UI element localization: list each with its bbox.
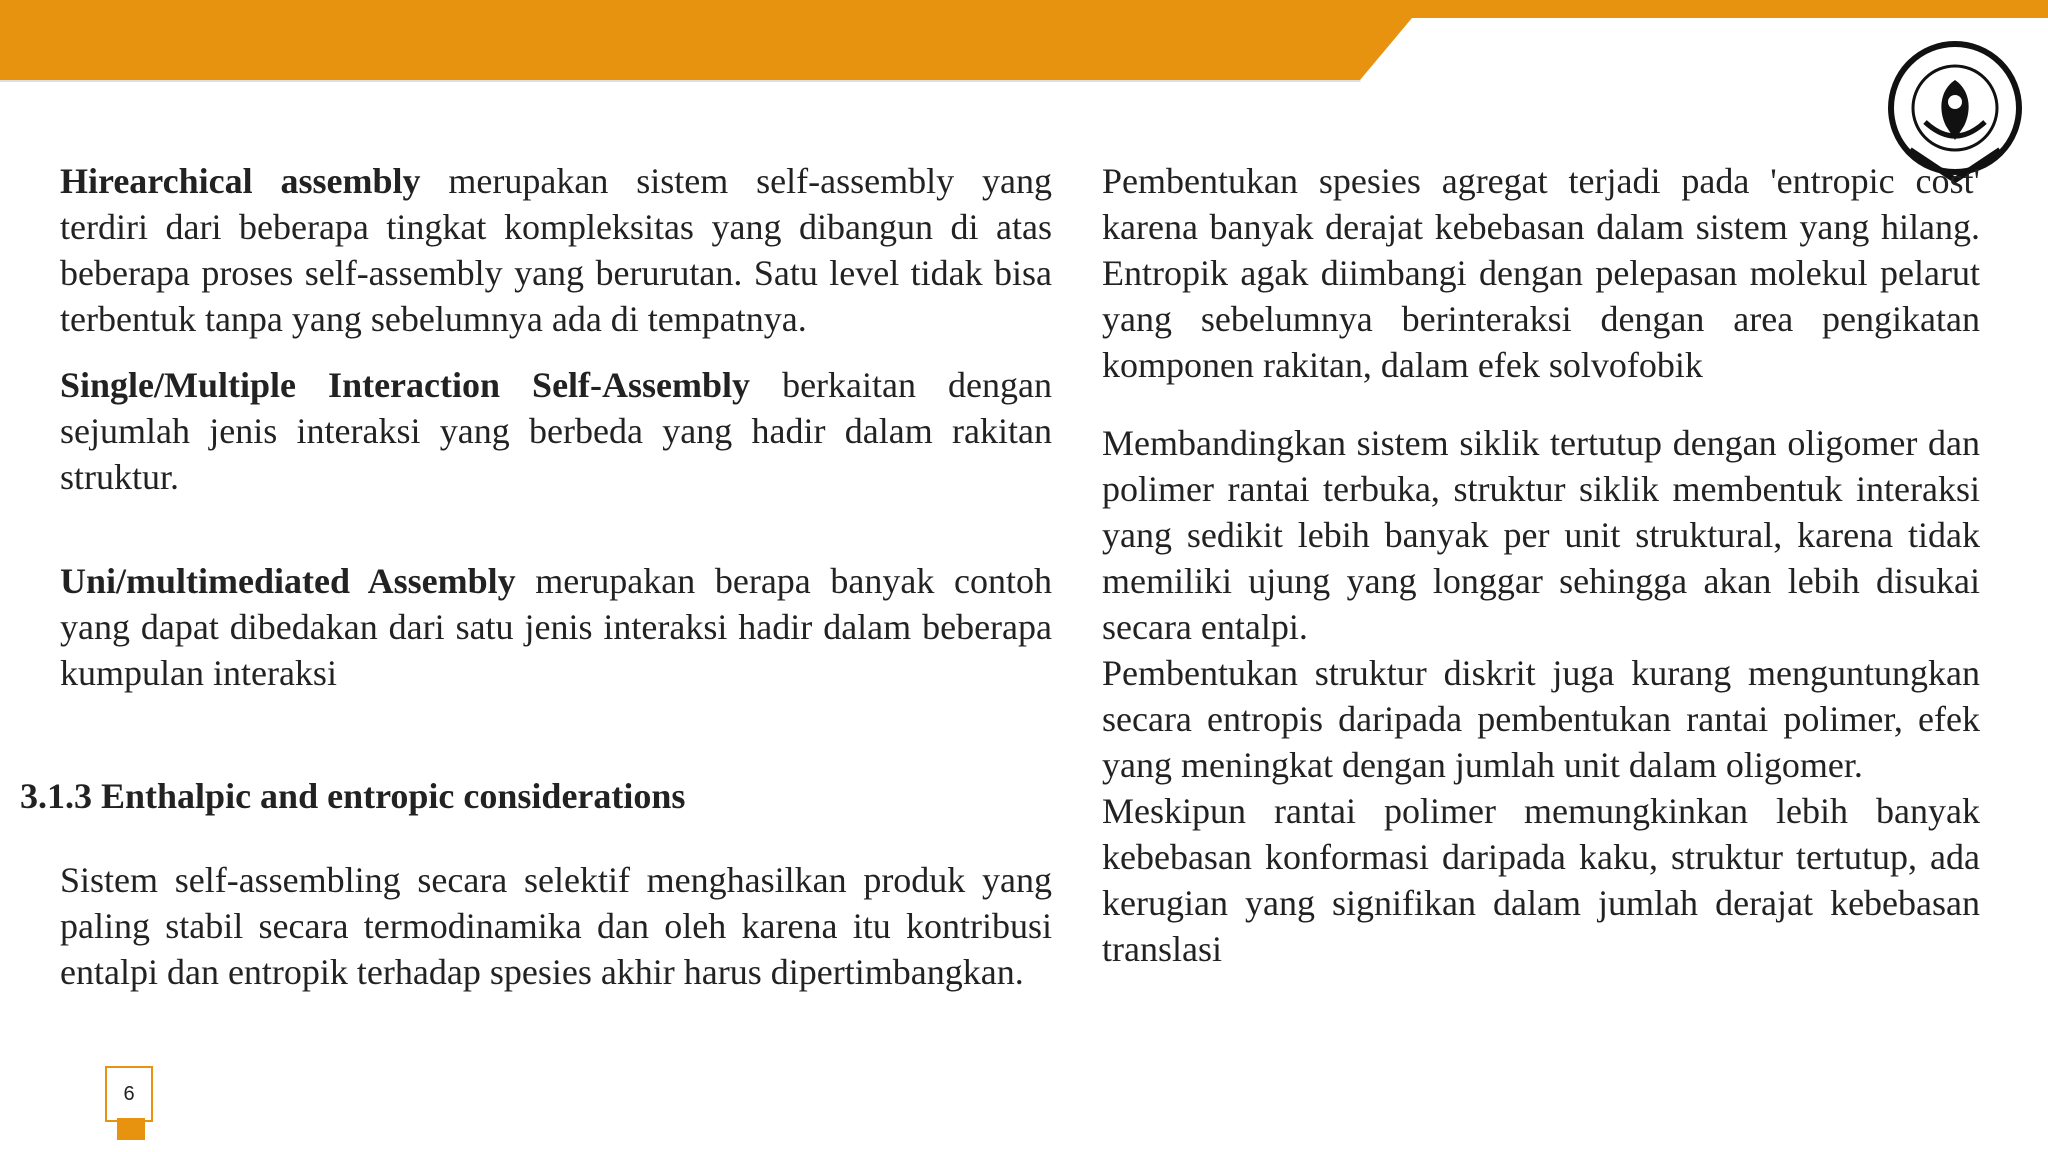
paragraph-cyclic-systems: Membandingkan sistem siklik tertutup dengan oligomer dan polimer rantai terbuka, struktur siklik membentuk interaksi yang sedikit lebih banyak per unit struktural, karena tidak memiliki ujung yang longgar sehingga akan lebih disukai secara entalpi. — [1102, 423, 1980, 647]
text-uni-multimediated: merupakan berapa banyak contoh yang dapat dibedakan dari satu jenis interaksi hadir dalam beberapa kumpulan interaksi — [60, 561, 1052, 693]
paragraph-polymer-chains: Meskipun rantai polimer memungkinkan lebih banyak kebebasan konformasi daripada kaku, struktur tertutup, ada kerugian yang signifikan dalam jumlah derajat kebebasan translasi — [1102, 791, 1980, 969]
text-single-multiple: berkaitan dengan sejumlah jenis interaksi yang berbeda yang hadir dalam rakitan struktur. — [60, 365, 1052, 497]
left-column-lower — [60, 857, 1052, 995]
paragraph-self-assembling: Sistem self-assembling secara selektif menghasilkan produk yang paling stabil secara termodinamika dan oleh karena itu kontribusi entalpi dan entropik terhadap spesies akhir harus dipertimbangkan. — [60, 860, 1052, 992]
page-number: 6 — [105, 1066, 153, 1122]
page-number-tab — [117, 1118, 145, 1140]
section-heading: 3.1.3 Enthalpic and entropic considerations — [20, 776, 686, 816]
term-hierarchical: Hirearchical assembly — [60, 161, 421, 201]
left-column — [60, 158, 1052, 696]
right-column — [1102, 158, 1980, 972]
term-single-multiple: Single/Multiple Interaction Self-Assembly — [60, 365, 751, 405]
header-banner — [0, 0, 2048, 82]
term-uni-multimediated: Uni/multimediated Assembly — [60, 561, 516, 601]
paragraph-discrete-structures: Pembentukan struktur diskrit juga kurang menguntungkan secara entropis daripada pembentukan rantai polimer, efek yang meningkat dengan jumlah unit dalam oligomer. — [1102, 653, 1980, 785]
text-hierarchical: merupakan sistem self-assembly yang terdiri dari beberapa tingkat kompleksitas yang dibangun di atas beberapa proses self-assembly yang berurutan. Satu level tidak bisa terbentuk tanpa yang sebelumnya ada di tempatnya. — [60, 161, 1052, 339]
paragraph-entropic-cost: Pembentukan spesies agregat terjadi pada 'entropic cost' karena banyak derajat kebebasan dalam sistem yang hilang. Entropik agak diimbangi dengan pelepasan molekul pelarut yang sebelumnya berinteraksi dengan area pengikatan komponen rakitan, dalam efek solvofobik — [1102, 161, 1980, 385]
paragraph-uni-multimediated — [60, 558, 1052, 696]
paragraph-hierarchical — [60, 158, 1052, 342]
paragraph-single-multiple — [60, 362, 1052, 500]
